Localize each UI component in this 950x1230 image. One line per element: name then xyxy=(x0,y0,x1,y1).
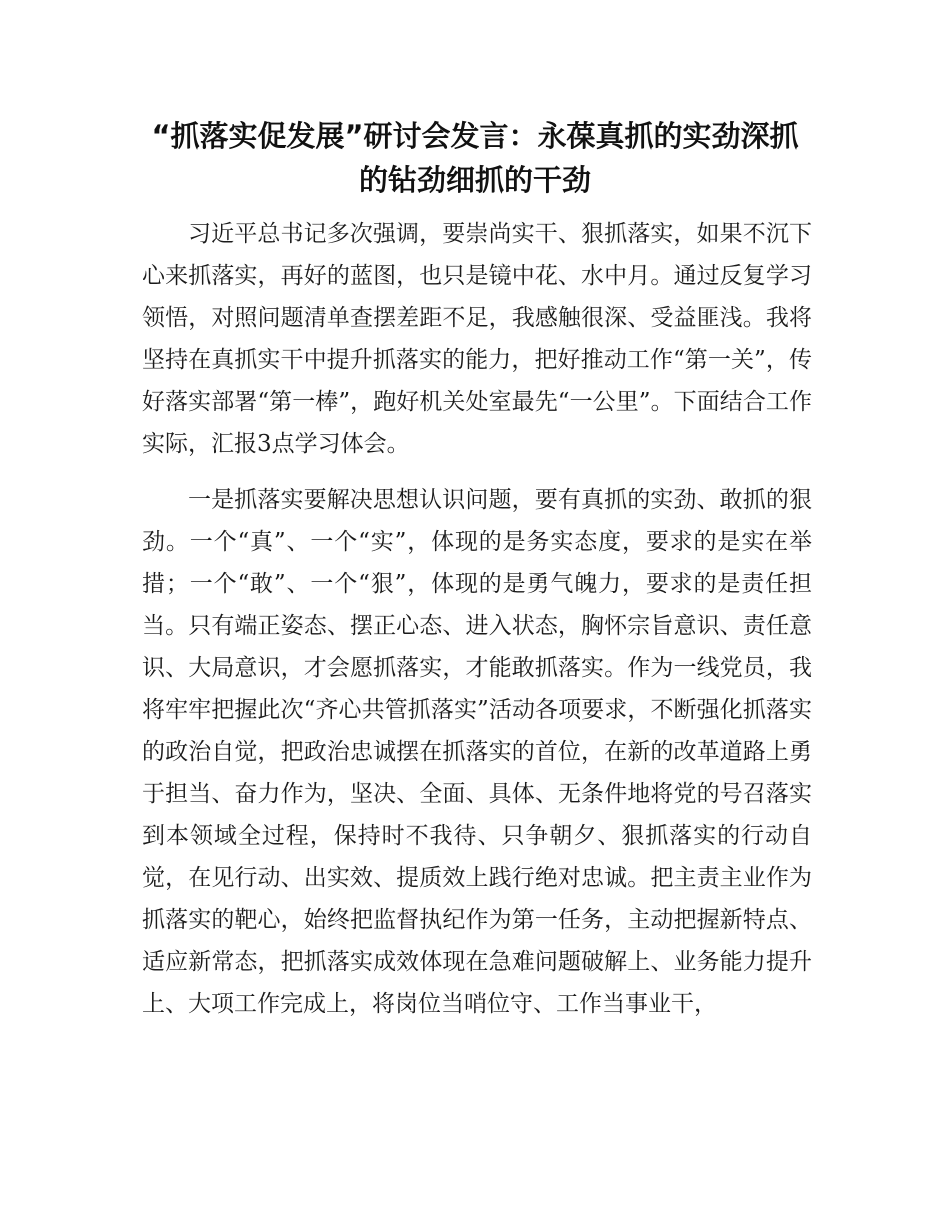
paragraph-intro: 习近平总书记多次强调，要崇尚实干、狠抓落实，如果不沉下心来抓落实，再好的蓝图，也只是镜中花、水中月。通过反复学习领悟，对照问题清单查摆差距不足，我感触很深、受益匪浅。我将坚持在真抓实干中提升抓落实的能力，把好推动工作“第一关”，传好落实部署“第一棒”，跑好机关处室最先“一公里”。下面结合工作实际，汇报3点学习体会。 xyxy=(142,221,812,457)
paragraph-point-one: 一是抓落实要解决思想认识问题，要有真抓的实劲、敢抓的狠劲。一个“真”、一个“实”，体现的是务实态度，要求的是实在举措；一个“敢”、一个“狠”，体现的是勇气魄力，要求的是责任担当。只有端正姿态、摆正心态、进入状态，胸怀宗旨意识、责任意识、大局意识，才会愿抓落实，才能敢抓落实。作为一线党员，我将牢牢把握此次“齐心共管抓落实”活动各项要求，不断强化抓落实的政治自觉，把政治忠诚摆在抓落实的首位，在新的改革道路上勇于担当、奋力作为，坚决、全面、具体、无条件地将党的号召落实到本领域全过程，保持时不我待、只争朝夕、狠抓落实的行动自觉，在见行动、出实效、提质效上践行绝对忠诚。把主责主业作为抓落实的靶心，始终把监督执纪作为第一任务，主动把握新特点、适应新常态，把抓落实成效体现在急难问题破解上、业务能力提升上、大项工作完成上，将岗位当哨位守、工作当事业干， xyxy=(142,487,812,1017)
document-body xyxy=(142,213,812,1025)
document-title: “抓落实促发展”研讨会发言：永葆真抓的实劲深抓的钻劲细抓的干劲 xyxy=(151,119,799,197)
